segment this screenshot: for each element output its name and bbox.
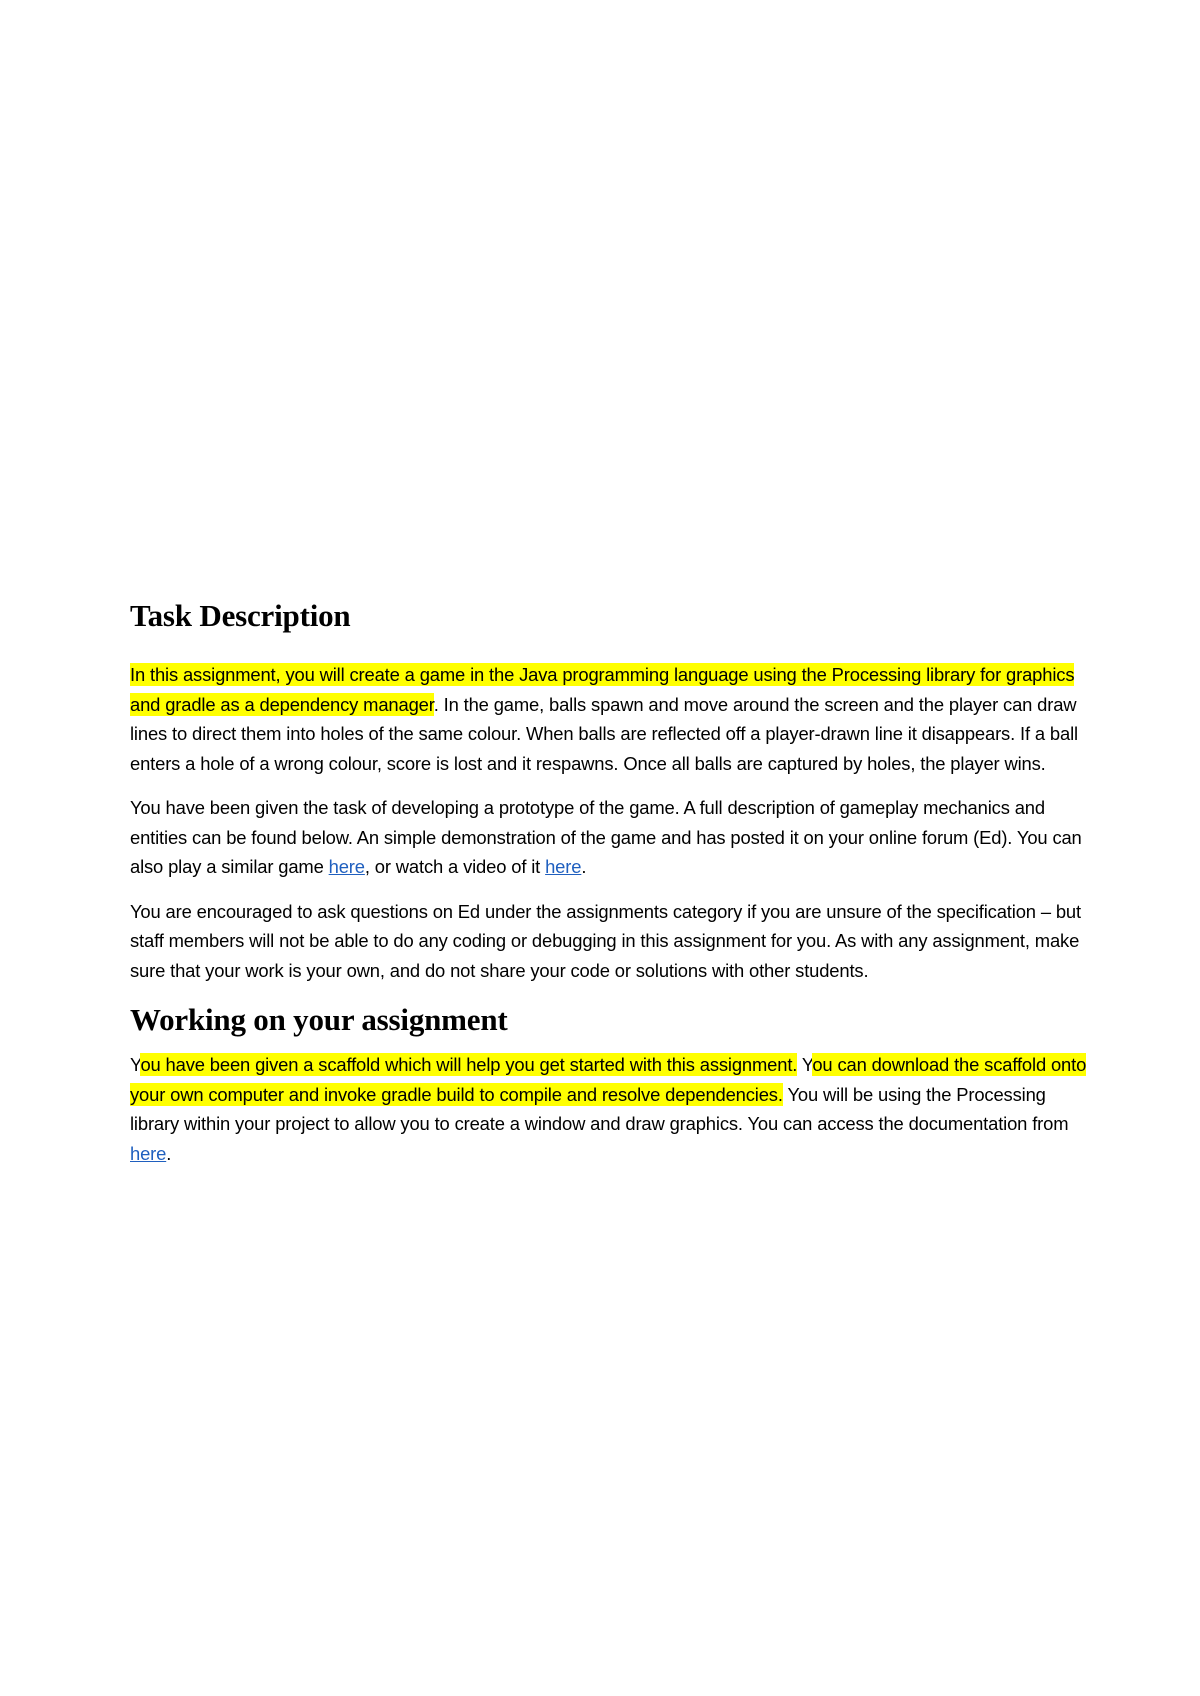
working-on-assignment-heading: Working on your assignment (130, 1002, 508, 1037)
task-description-paragraph-1 (130, 660, 1095, 778)
task-description-paragraph-3: You are encouraged to ask questions on Ed under the assignments category if you are unsure of the specification – but staff members will not be able to do any coding or debugging in this assignment for you. As with any assignment, make sure that your work is your own, and do not share your code or solutions with other students. (130, 900, 1081, 981)
paragraph-text: Y (130, 1054, 141, 1075)
paragraph-text: Y (797, 1054, 813, 1075)
documentation-link[interactable]: here (130, 1142, 167, 1164)
document-content (130, 596, 1095, 1183)
paragraph-text: You will be using the Processing library within your project to allow you to create a window and draw graphics. You can access the documentation from (130, 1083, 1069, 1134)
paragraph-text: You have been given the task of developing a prototype of the game. A full description of gameplay mechanics and entities can be found below. An simple demonstration of the game and has posted it on your online forum (Ed). You can also play a similar game (130, 797, 1082, 877)
video-link[interactable]: here (545, 856, 582, 877)
game-link[interactable]: here (328, 856, 365, 877)
highlighted-text: In this assignment, you will create a game in the Java programming language using the Processing library for graphics and gradle as a dependency manager (130, 664, 1075, 715)
task-description-heading: Task Description (130, 598, 351, 633)
paragraph-text: . (166, 1142, 172, 1164)
paragraph-text: , or watch a video of it (364, 856, 546, 877)
working-paragraph-1 (130, 1050, 1095, 1168)
highlighted-text: ou have been given a scaffold which will help you get started with this assignment. (140, 1054, 798, 1075)
paragraph-text: . (581, 856, 587, 877)
highlighted-text: ou can download the scaffold onto your own computer and invoke gradle build to compile and resolve dependencies. (130, 1054, 1087, 1105)
paragraph-text: . In the game, balls spawn and move around the screen and the player can draw lines to direct them into holes of the same colour. When balls are reflected off a player-drawn line it disappears. If a ball enters a hole of a wrong colour, score is lost and it respawns. Once all balls are captured by holes, the player wins. (130, 693, 1078, 774)
task-description-paragraph-2 (130, 793, 1095, 882)
